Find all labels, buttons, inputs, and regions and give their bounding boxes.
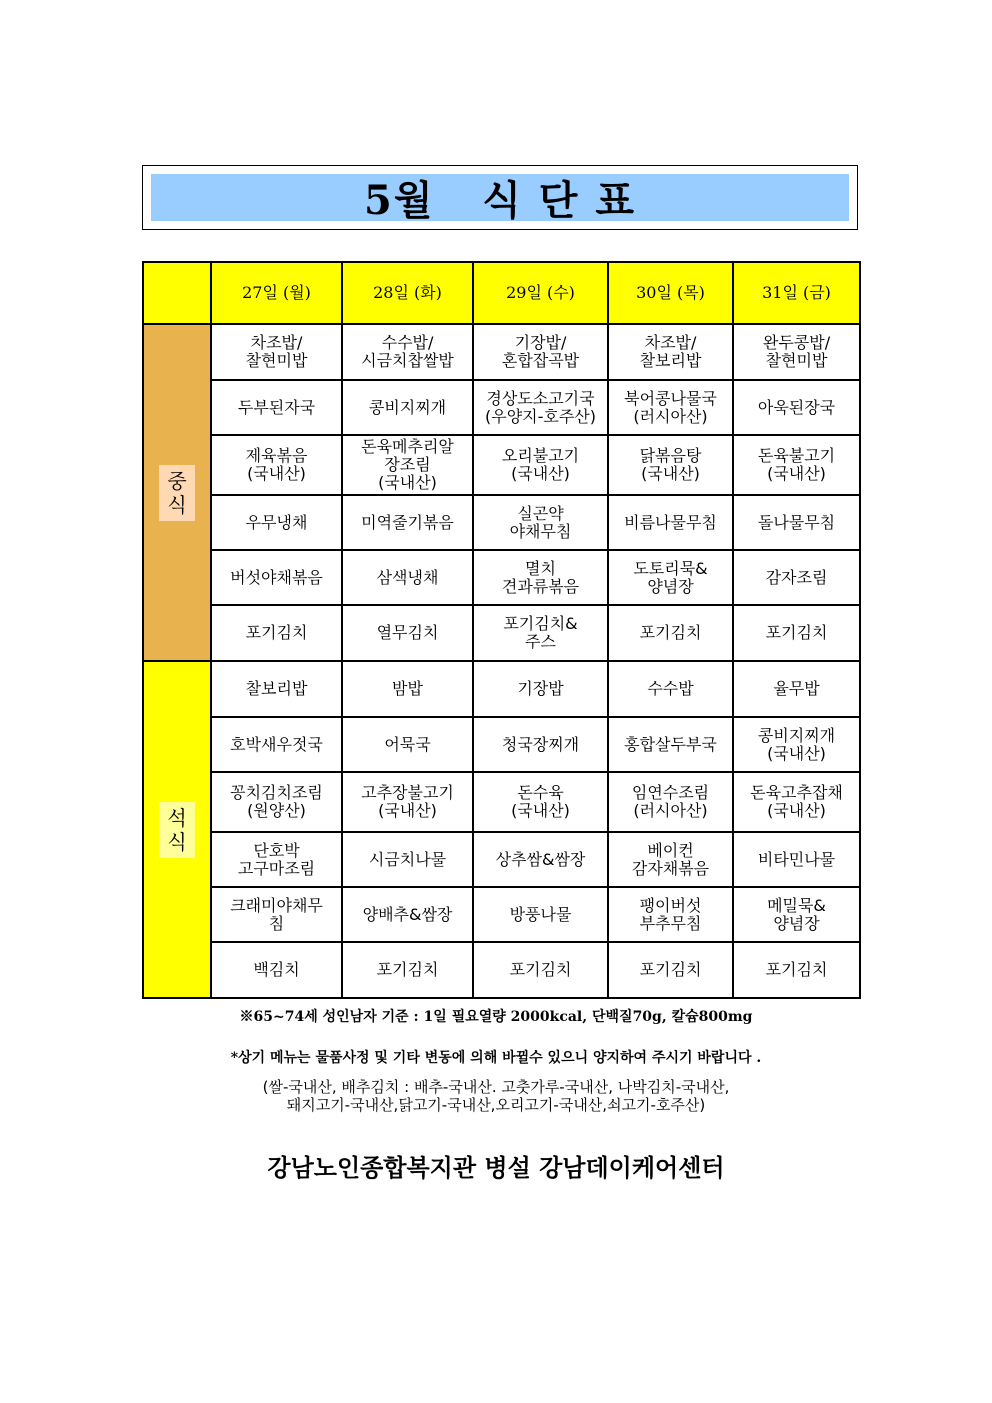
menu-cell: 포기김치 (608, 942, 733, 998)
page-title: 5월 식 단 표 (363, 177, 637, 224)
menu-cell: 닭볶음탕 (국내산) (608, 435, 733, 495)
menu-cell: 크래미야채무 침 (211, 887, 342, 942)
menu-cell: 포기김치 (211, 605, 342, 661)
menu-cell: 포기김치 (733, 605, 860, 661)
menu-cell: 기장밥 (473, 661, 608, 717)
lunch-row (143, 380, 860, 435)
menu-cell: 아욱된장국 (733, 380, 860, 435)
dinner-row (143, 661, 860, 717)
menu-cell: 메밀묵& 양념장 (733, 887, 860, 942)
menu-cell: 호박새우젓국 (211, 717, 342, 772)
menu-cell: 포기김치 (342, 942, 473, 998)
menu-cell: 홍합살두부국 (608, 717, 733, 772)
menu-cell: 임연수조림 (러시아산) (608, 772, 733, 832)
menu-cell: 차조밥/ 찰현미밥 (211, 324, 342, 380)
lunch-label: 중 식 (159, 465, 194, 521)
menu-cell: 완두콩밥/ 찰현미밥 (733, 324, 860, 380)
menu-cell: 제육볶음 (국내산) (211, 435, 342, 495)
menu-cell: 돈육고추잡채 (국내산) (733, 772, 860, 832)
lunch-row (143, 605, 860, 661)
menu-cell: 경상도소고기국 (우양지-호주산) (473, 380, 608, 435)
menu-cell: 미역줄기볶음 (342, 495, 473, 550)
menu-cell: 베이컨 감자채볶음 (608, 832, 733, 887)
menu-cell: 수수밥/ 시금치찹쌀밥 (342, 324, 473, 380)
menu-cell: 콩비지찌개 (국내산) (733, 717, 860, 772)
menu-cell: 돈수육 (국내산) (473, 772, 608, 832)
menu-cell: 돌나물무침 (733, 495, 860, 550)
dinner-row (143, 717, 860, 772)
menu-cell: 시금치나물 (342, 832, 473, 887)
menu-cell: 열무김치 (342, 605, 473, 661)
menu-cell: 기장밥/ 혼합잡곡밥 (473, 324, 608, 380)
lunch-row (143, 435, 860, 495)
menu-cell: 포기김치 (473, 942, 608, 998)
menu-cell: 방풍나물 (473, 887, 608, 942)
header-row (143, 262, 860, 324)
day-header: 28일 (화) (342, 262, 473, 324)
menu-cell: 콩비지찌개 (342, 380, 473, 435)
menu-cell: 차조밥/ 찰보리밥 (608, 324, 733, 380)
menu-cell: 밤밥 (342, 661, 473, 717)
dinner-label-cell (143, 661, 211, 998)
menu-cell: 팽이버섯 부추무침 (608, 887, 733, 942)
menu-cell: 버섯야채볶음 (211, 550, 342, 605)
title-bar (151, 174, 849, 224)
menu-cell: 삼색냉채 (342, 550, 473, 605)
title-box (142, 165, 858, 230)
dinner-row (143, 832, 860, 887)
change-note: *상기 메뉴는 물품사정 및 기타 변동에 의해 바뀔수 있으니 양지하여 주시기 바랍니다 . (230, 1050, 762, 1066)
menu-cell: 율무밥 (733, 661, 860, 717)
menu-cell: 수수밥 (608, 661, 733, 717)
menu-cell: 돈육불고기 (국내산) (733, 435, 860, 495)
menu-table (142, 261, 861, 999)
menu-cell: 비름나물무침 (608, 495, 733, 550)
dinner-row (143, 942, 860, 998)
menu-cell: 두부된자국 (211, 380, 342, 435)
menu-cell: 비타민나물 (733, 832, 860, 887)
menu-cell: 고추장불고기 (국내산) (342, 772, 473, 832)
lunch-label-cell (143, 324, 211, 661)
menu-cell: 상추쌈&쌈장 (473, 832, 608, 887)
day-header: 30일 (목) (608, 262, 733, 324)
menu-cell: 청국장찌개 (473, 717, 608, 772)
menu-cell: 포기김치& 주스 (473, 605, 608, 661)
menu-cell: 백김치 (211, 942, 342, 998)
menu-cell: 오리불고기 (국내산) (473, 435, 608, 495)
menu-cell: 포기김치 (733, 942, 860, 998)
corner-cell (143, 262, 211, 324)
menu-cell: 돈육메추리알 장조림 (국내산) (342, 435, 473, 495)
menu-cell: 실곤약 야채무침 (473, 495, 608, 550)
footer-title: 강남노인종합복지관 병설 강남데이케어센터 (267, 1153, 725, 1182)
menu-cell: 꽁치김치조림 (원양산) (211, 772, 342, 832)
menu-cell: 북어콩나물국 (러시아산) (608, 380, 733, 435)
day-header: 29일 (수) (473, 262, 608, 324)
menu-cell: 찰보리밥 (211, 661, 342, 717)
menu-cell: 감자조림 (733, 550, 860, 605)
menu-cell: 어묵국 (342, 717, 473, 772)
menu-cell: 양배추&쌈장 (342, 887, 473, 942)
menu-cell: 우무냉채 (211, 495, 342, 550)
dinner-label: 석 식 (159, 802, 194, 858)
dinner-row (143, 772, 860, 832)
menu-cell: 포기김치 (608, 605, 733, 661)
lunch-row (143, 324, 860, 380)
origin-note: (쌀-국내산, 배추김치 : 배추-국내산. 고춧가루-국내산, 나박김치-국내산, 돼지고기-국내산,닭고기-국내산,오리고기-국내산,쇠고기-호주산) (262, 1078, 730, 1114)
day-header: 31일 (금) (733, 262, 860, 324)
day-header: 27일 (월) (211, 262, 342, 324)
menu-cell: 단호박 고구마조림 (211, 832, 342, 887)
menu-cell: 도토리묵& 양념장 (608, 550, 733, 605)
menu-cell: 멸치 견과류볶음 (473, 550, 608, 605)
nutrition-note: ※65~74세 성인남자 기준 : 1일 필요열량 2000kcal, 단백질70g, 칼슘800mg (239, 1009, 753, 1025)
lunch-row (143, 495, 860, 550)
lunch-row (143, 550, 860, 605)
dinner-row (143, 887, 860, 942)
